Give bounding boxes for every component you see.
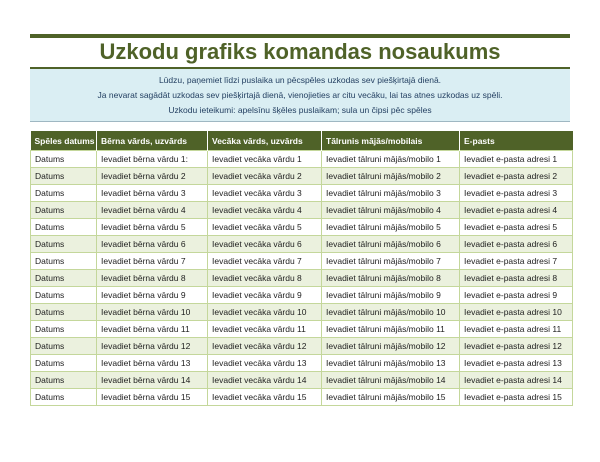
table-row (31, 389, 573, 406)
cell-child-name[interactable]: Ievadiet bērna vārdu 6 (97, 236, 208, 253)
table-header-row (31, 131, 573, 151)
cell-phone[interactable]: Ievadiet tālruni mājās/mobilo 9 (322, 287, 460, 304)
table-row (31, 253, 573, 270)
cell-parent-name[interactable]: Ievadiet vecāka vārdu 13 (208, 355, 322, 372)
cell-phone[interactable]: Ievadiet tālruni mājās/mobilo 4 (322, 202, 460, 219)
cell-email[interactable]: Ievadiet e-pasta adresi 13 (460, 355, 573, 372)
cell-game-date[interactable]: Datums (31, 321, 97, 338)
cell-parent-name[interactable]: Ievadiet vecāka vārdu 2 (208, 168, 322, 185)
table-row (31, 304, 573, 321)
cell-game-date[interactable]: Datums (31, 270, 97, 287)
cell-child-name[interactable]: Ievadiet bērna vārdu 11 (97, 321, 208, 338)
cell-parent-name[interactable]: Ievadiet vecāka vārdu 3 (208, 185, 322, 202)
cell-child-name[interactable]: Ievadiet bērna vārdu 5 (97, 219, 208, 236)
table-row (31, 321, 573, 338)
cell-email[interactable]: Ievadiet e-pasta adresi 10 (460, 304, 573, 321)
table-row (31, 338, 573, 355)
cell-parent-name[interactable]: Ievadiet vecāka vārdu 7 (208, 253, 322, 270)
cell-game-date[interactable]: Datums (31, 338, 97, 355)
table-row (31, 372, 573, 389)
cell-email[interactable]: Ievadiet e-pasta adresi 7 (460, 253, 573, 270)
cell-phone[interactable]: Ievadiet tālruni mājās/mobilo 8 (322, 270, 460, 287)
column-header-parent-name: Vecāka vārds, uzvārds (208, 131, 322, 151)
cell-game-date[interactable]: Datums (31, 389, 97, 406)
cell-phone[interactable]: Ievadiet tālruni mājās/mobilo 3 (322, 185, 460, 202)
cell-phone[interactable]: Ievadiet tālruni mājās/mobilo 5 (322, 219, 460, 236)
cell-phone[interactable]: Ievadiet tālruni mājās/mobilo 13 (322, 355, 460, 372)
cell-game-date[interactable]: Datums (31, 219, 97, 236)
cell-parent-name[interactable]: Ievadiet vecāka vārdu 15 (208, 389, 322, 406)
table-row (31, 219, 573, 236)
table-row (31, 270, 573, 287)
cell-phone[interactable]: Ievadiet tālruni mājās/mobilo 2 (322, 168, 460, 185)
info-line-3: Uzkodu ieteikumi: apelsīnu šķēles puslaikam; sula un čipsi pēc spēles (168, 105, 432, 115)
cell-email[interactable]: Ievadiet e-pasta adresi 9 (460, 287, 573, 304)
cell-child-name[interactable]: Ievadiet bērna vārdu 12 (97, 338, 208, 355)
cell-email[interactable]: Ievadiet e-pasta adresi 3 (460, 185, 573, 202)
cell-game-date[interactable]: Datums (31, 151, 97, 168)
cell-parent-name[interactable]: Ievadiet vecāka vārdu 8 (208, 270, 322, 287)
cell-email[interactable]: Ievadiet e-pasta adresi 4 (460, 202, 573, 219)
cell-child-name[interactable]: Ievadiet bērna vārdu 4 (97, 202, 208, 219)
cell-email[interactable]: Ievadiet e-pasta adresi 12 (460, 338, 573, 355)
table-row (31, 355, 573, 372)
info-box (30, 69, 570, 122)
cell-phone[interactable]: Ievadiet tālruni mājās/mobilo 15 (322, 389, 460, 406)
cell-child-name[interactable]: Ievadiet bērna vārdu 1: (97, 151, 208, 168)
cell-parent-name[interactable]: Ievadiet vecāka vārdu 6 (208, 236, 322, 253)
table-row (31, 185, 573, 202)
cell-parent-name[interactable]: Ievadiet vecāka vārdu 4 (208, 202, 322, 219)
column-header-phone: Tālrunis mājās/mobilais (322, 131, 460, 151)
cell-child-name[interactable]: Ievadiet bērna vārdu 14 (97, 372, 208, 389)
info-line-2: Ja nevarat sagādāt uzkodas sev piešķirtajā dienā, vienojieties ar citu vecāku, lai tas atnes uzkodas uz spēli. (97, 90, 503, 100)
cell-phone[interactable]: Ievadiet tālruni mājās/mobilo 6 (322, 236, 460, 253)
cell-game-date[interactable]: Datums (31, 372, 97, 389)
cell-game-date[interactable]: Datums (31, 202, 97, 219)
cell-email[interactable]: Ievadiet e-pasta adresi 6 (460, 236, 573, 253)
table-row (31, 202, 573, 219)
page-title: Uzkodu grafiks komandas nosaukums (99, 39, 501, 64)
cell-child-name[interactable]: Ievadiet bērna vārdu 10 (97, 304, 208, 321)
cell-phone[interactable]: Ievadiet tālruni mājās/mobilo 7 (322, 253, 460, 270)
cell-game-date[interactable]: Datums (31, 304, 97, 321)
cell-email[interactable]: Ievadiet e-pasta adresi 2 (460, 168, 573, 185)
cell-phone[interactable]: Ievadiet tālruni mājās/mobilo 14 (322, 372, 460, 389)
table-row (31, 168, 573, 185)
table-row (31, 287, 573, 304)
cell-game-date[interactable]: Datums (31, 185, 97, 202)
cell-child-name[interactable]: Ievadiet bērna vārdu 15 (97, 389, 208, 406)
cell-email[interactable]: Ievadiet e-pasta adresi 8 (460, 270, 573, 287)
cell-phone[interactable]: Ievadiet tālruni mājās/mobilo 11 (322, 321, 460, 338)
table-row (31, 151, 573, 168)
cell-child-name[interactable]: Ievadiet bērna vārdu 3 (97, 185, 208, 202)
cell-child-name[interactable]: Ievadiet bērna vārdu 7 (97, 253, 208, 270)
cell-child-name[interactable]: Ievadiet bērna vārdu 8 (97, 270, 208, 287)
cell-game-date[interactable]: Datums (31, 168, 97, 185)
cell-parent-name[interactable]: Ievadiet vecāka vārdu 12 (208, 338, 322, 355)
column-header-child-name: Bērna vārds, uzvārds (97, 131, 208, 151)
cell-game-date[interactable]: Datums (31, 253, 97, 270)
cell-parent-name[interactable]: Ievadiet vecāka vārdu 9 (208, 287, 322, 304)
info-line-1: Lūdzu, paņemiet līdzi puslaika un pēcspēles uzkodas sev piešķirtajā dienā. (158, 75, 442, 85)
cell-game-date[interactable]: Datums (31, 287, 97, 304)
cell-phone[interactable]: Ievadiet tālruni mājās/mobilo 10 (322, 304, 460, 321)
cell-parent-name[interactable]: Ievadiet vecāka vārdu 11 (208, 321, 322, 338)
cell-child-name[interactable]: Ievadiet bērna vārdu 13 (97, 355, 208, 372)
cell-parent-name[interactable]: Ievadiet vecāka vārdu 5 (208, 219, 322, 236)
table-row (31, 236, 573, 253)
cell-phone[interactable]: Ievadiet tālruni mājās/mobilo 1 (322, 151, 460, 168)
column-header-email: E-pasts (460, 131, 573, 151)
cell-game-date[interactable]: Datums (31, 355, 97, 372)
cell-parent-name[interactable]: Ievadiet vecāka vārdu 10 (208, 304, 322, 321)
snack-schedule-table (30, 131, 573, 406)
cell-email[interactable]: Ievadiet e-pasta adresi 15 (460, 389, 573, 406)
cell-parent-name[interactable]: Ievadiet vecāka vārdu 14 (208, 372, 322, 389)
column-header-game-date: Spēles datums (31, 131, 97, 151)
cell-email[interactable]: Ievadiet e-pasta adresi 5 (460, 219, 573, 236)
cell-parent-name[interactable]: Ievadiet vecāka vārdu 1 (208, 151, 322, 168)
cell-email[interactable]: Ievadiet e-pasta adresi 14 (460, 372, 573, 389)
table-body (31, 151, 573, 406)
cell-game-date[interactable]: Datums (31, 236, 97, 253)
cell-email[interactable]: Ievadiet e-pasta adresi 1 (460, 151, 573, 168)
cell-child-name[interactable]: Ievadiet bērna vārdu 2 (97, 168, 208, 185)
cell-email[interactable]: Ievadiet e-pasta adresi 11 (460, 321, 573, 338)
cell-phone[interactable]: Ievadiet tālruni mājās/mobilo 12 (322, 338, 460, 355)
cell-child-name[interactable]: Ievadiet bērna vārdu 9 (97, 287, 208, 304)
